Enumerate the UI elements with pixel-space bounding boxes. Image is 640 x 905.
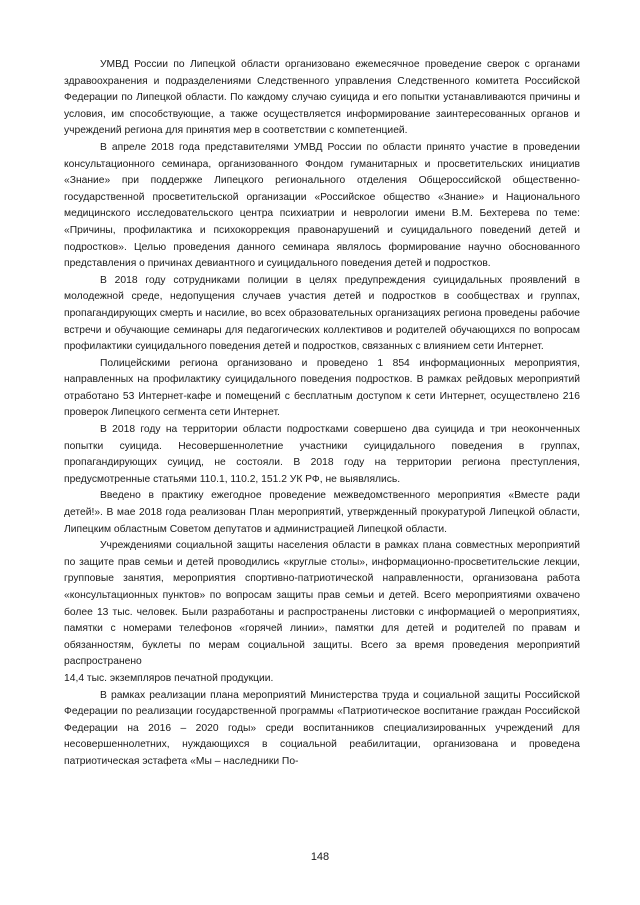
paragraph: Введено в практику ежегодное проведение межведомственного мероприятия «Вместе ради детей!». В мае 2018 года реализован План мероприятий, утвержденный прокуратурой Липецкой области, Липецким областным Советом депутатов и администрацией Липецкой области. xyxy=(64,490,580,535)
paragraph: В рамках реализации плана мероприятий Министерства труда и социальной защиты Российской Федерации по реализации государственной программы «Патриотическое воспитание граждан Российской Федерации на 2016 – 2020 годы» среди воспитанников специализированных учреждений для несовершеннолетних, нуждающихся в социальной реабилитации, организована и проведена патриотическая эстафета «Мы – наследники По- xyxy=(64,689,580,767)
paragraph: В апреле 2018 года представителями УМВД России по области принято участие в проведении консультационного семинара, организованного Фондом гуманитарных и просветительских инициатив «Знание» при поддержке Липецкого регионального отделения Общероссийской общественно-государственной просветительской организации «Российское общество «Знание» и Национального медицинского исследовательского центра психиатрии и неврологии имени В.М. Бехтерева по теме: «Причины, профилактика и психокоррекция правонарушений и суицидального поведений детей и подростков». Целью проведения данного семинара являлось формирование научно обоснованного представления о причинах девиантного и суицидального поведения детей и подростков. xyxy=(64,141,580,270)
paragraph: Полицейскими региона организовано и проведено 1 854 информационных мероприятия, направленных на профилактику суицидального поведения подростков. В рамках рейдовых мероприятий отработано 53 Интернет-кафе и помещений с бесплатным доступом к сети Интернет, осуществлено 216 проверок Липецкого сегмента сети Интернет. xyxy=(64,357,580,419)
page-number: 148 xyxy=(310,851,330,863)
paragraph: В 2018 году сотрудниками полиции в целях предупреждения суицидальных проявлений в молодежной среде, недопущения случаев участия детей и подростков в сообществах и группах, пропагандирующих смерть и насилие, во всех образовательных организациях региона проведены рабочие встречи и обучающие семинары для педагогических коллективов и родителей обучающихся по вопросам профилактики суицидального поведения детей и подростков, связанных с влиянием сети Интернет. xyxy=(64,274,580,353)
paragraph: УМВД России по Липецкой области организовано ежемесячное проведение сверок с органами здравоохранения и подразделениями Следственного управления Следственного комитета Российской Федерации по Липецкой области. По каждому случаю суицида и его попытки устанавливаются причины и условия, им способствующие, а также осуществляется информирование заинтересованных органов и учреждений региона для принятия мер в соответствии с компетенцией. xyxy=(64,59,580,137)
paragraph: В 2018 году на территории области подростками совершено два суицида и три неоконченных попытки суицида. Несовершеннолетние участники суицидального поведения в группах, пропагандирующих суицид, не состояли. В 2018 году на территории региона преступления, предусмотренные статьями 110.1, 110.2, 151.2 УК РФ, не выявлялись. xyxy=(64,424,580,485)
paragraph: Учреждениями социальной защиты населения области в рамках плана совместных мероприятий по защите прав семьи и детей проводились «круглые столы», информационно-просветительские лекции, групповые занятия, мероприятия спортивно-патриотической направленности, организована работа «консультационных пунктов» по вопросам защиты прав семьи и детей. Всего мероприятиями охвачено более 13 тыс. человек. Были разработаны и распространены листовки с информацией о мероприятиях, памятки с номерами телефонов «горячей линии», памятки для детей и родителей по правам и обязанностям, буклеты по мерам социальной защиты. Всего за время проведения мероприятий распространено xyxy=(64,540,580,668)
paragraph: 14,4 тыс. экземпляров печатной продукции. xyxy=(64,672,274,684)
body-text xyxy=(64,57,580,771)
